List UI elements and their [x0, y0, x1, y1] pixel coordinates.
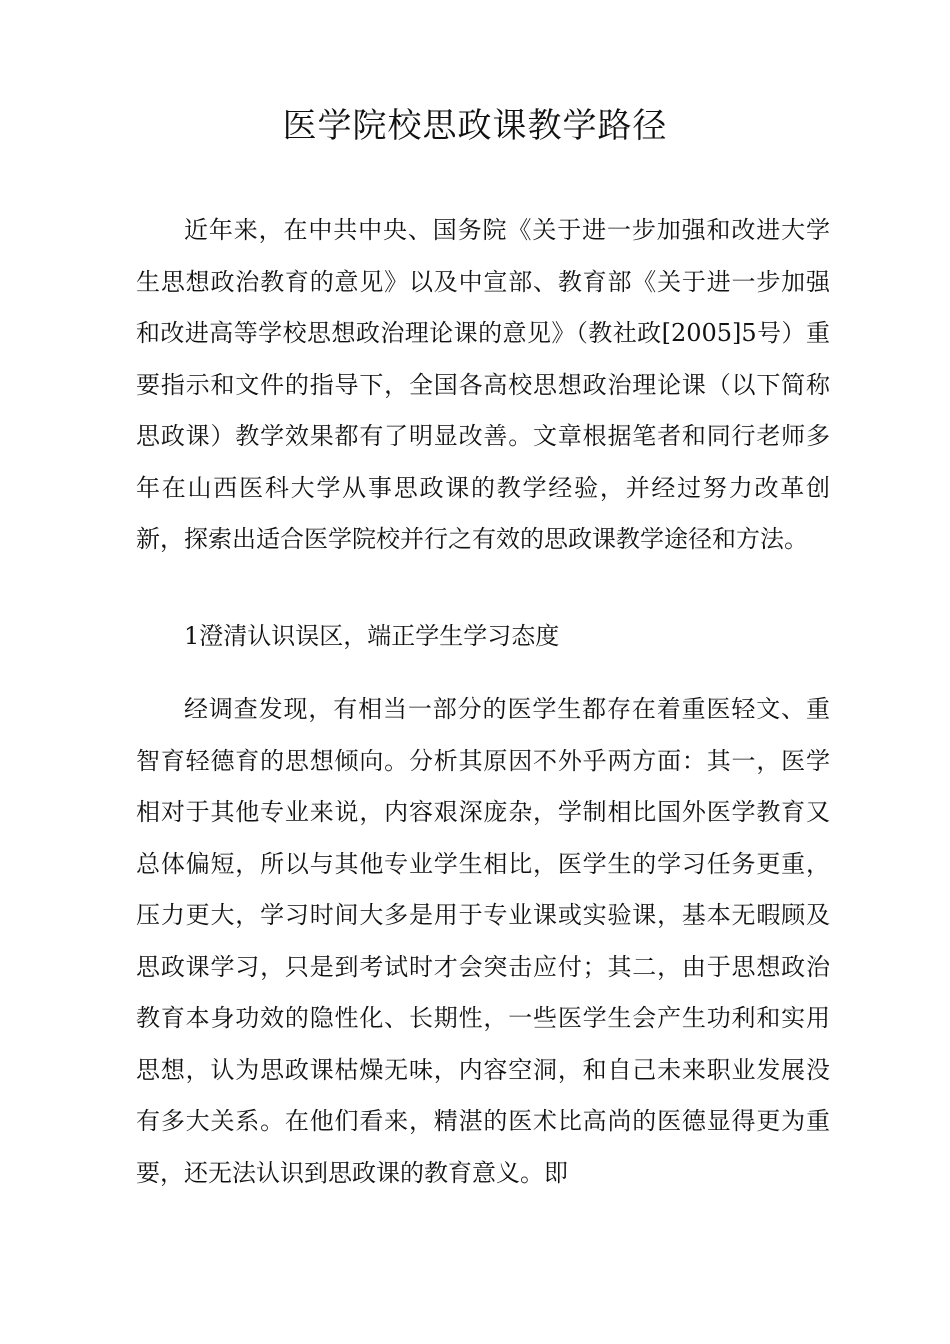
document-title: 医学院校思政课教学路径	[282, 106, 668, 146]
section-paragraph: 经调查发现，有相当一部分的医学生都存在着重医轻文、重智育轻德育的思想倾向。分析其原因不外乎两方面：其一，医学相对于其他专业来说，内容艰深庞杂，学制相比国外医学教育又总体偏短，所以与其他专业学生相比，医学生的学习任务更重，压力更大，学习时间大多是用于专业课或实验课，基本无暇顾及思政课学习，只是到考试时才会突击应付；其二，由于思想政治教育本身功效的隐性化、长期性，一些医学生会产生功利和实用思想，认为思政课枯燥无味，内容空洞，和自己未来职业发展没有多大关系。在他们看来，精湛的医术比高尚的医德显得更为重要，还无法认识到思政课的教育意义。即	[136, 695, 830, 1187]
section-heading: 1澄清认识误区，端正学生学习态度	[184, 622, 560, 650]
intro-paragraph: 近年来，在中共中央、国务院《关于进一步加强和改进大学生思想政治教育的意见》以及中宣部、教育部《关于进一步加强和改进高等学校思想政治理论课的意见》（教社政[2005]5号）重要指示和文件的指导下，全国各高校思想政治理论课（以下简称思政课）教学效果都有了明显改善。文章根据笔者和同行老师多年在山西医科大学从事思政课的教学经验，并经过努力改革创新，探索出适合医学院校并行之有效的思政课教学途径和方法。	[136, 216, 830, 553]
